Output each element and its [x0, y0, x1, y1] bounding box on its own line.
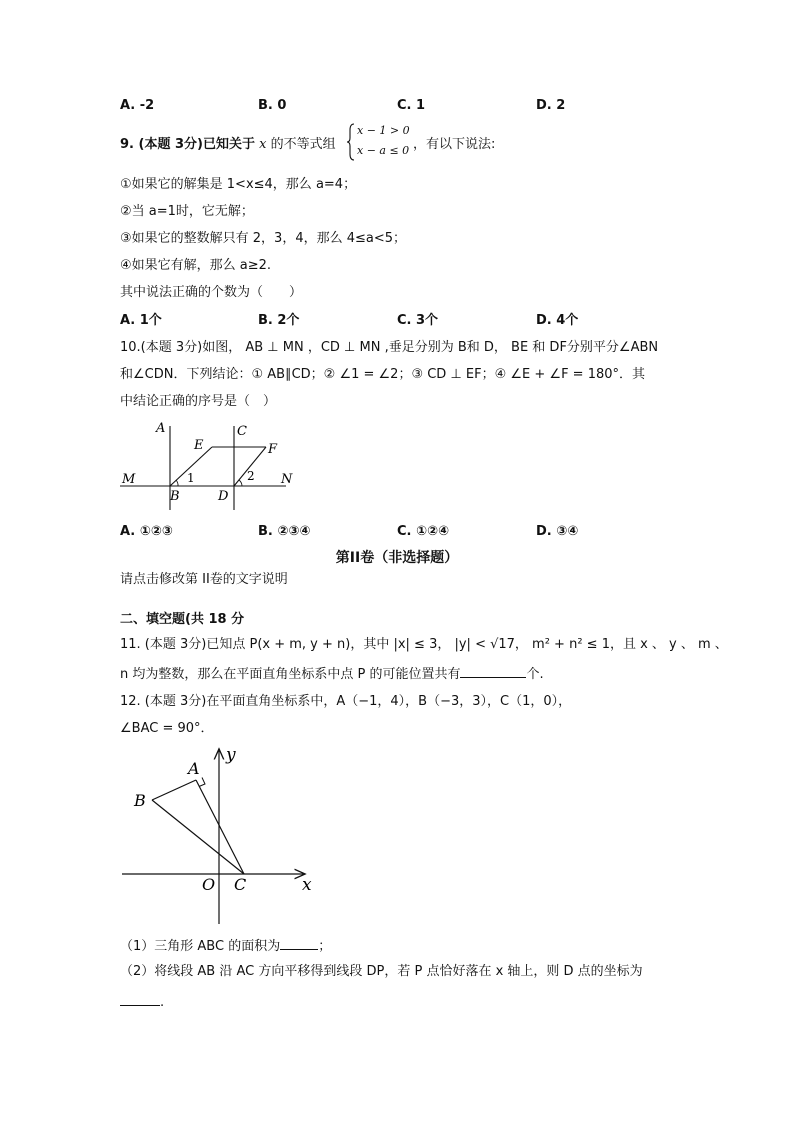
- q10-option-b: B. ②③④: [258, 524, 311, 539]
- q10-label-n: N: [281, 472, 293, 487]
- q9-prefix: 9. (本题 3分)已知关于: [120, 137, 255, 152]
- q11-answer-blank[interactable]: [460, 664, 526, 678]
- q8-option-d: D. 2: [536, 98, 566, 113]
- q12-sub-1: [120, 936, 331, 955]
- q12-label-x: x: [302, 875, 312, 895]
- q9-var: x: [259, 137, 267, 152]
- q9-suffix: ，有以下说法:: [413, 137, 496, 152]
- q12-label-a: A: [188, 759, 200, 778]
- q10-label-f: F: [268, 442, 278, 457]
- q10-label-a: A: [156, 421, 166, 436]
- q9-ineq-2: x − a ≤ 0: [357, 144, 410, 157]
- q9-option-a: A. 1个: [120, 313, 162, 328]
- q12-sub-2: （2）将线段 AB 沿 AC 方向平移得到线段 DP，若 P 点恰好落在 x 轴上，则 D 点的坐标为: [120, 964, 643, 979]
- q12-sub-1-blank[interactable]: [280, 936, 318, 950]
- q10-line-3: 中结论正确的序号是（ ）: [120, 394, 277, 409]
- q12-label-y: y: [226, 745, 236, 765]
- q12-sub-2-end: .: [160, 995, 165, 1010]
- q10-option-a: A. ①②③: [120, 524, 173, 539]
- q10-label-b: B: [170, 489, 180, 504]
- q9-inequality-system: [346, 122, 410, 162]
- q8-option-b: B. 0: [258, 98, 287, 113]
- q9-statement-3: ③如果它的整数解只有 2，3，4，那么 4≤a<5；: [120, 231, 407, 246]
- q12-label-c: C: [234, 875, 247, 894]
- q9-question: 其中说法正确的个数为（ ）: [120, 285, 303, 300]
- q10-label-angle-1: 1: [187, 471, 195, 485]
- q10-line-1: 10.(本题 3分)如图， AB ⊥ MN ，CD ⊥ MN ,垂足分别为 B和 D， BE 和 DF分别平分∠ABN: [120, 340, 659, 355]
- part2-title: 第II卷（非选择题）: [335, 550, 459, 566]
- q12-sub-2-line: [120, 992, 164, 1011]
- q12-line-2: ∠BAC = 90°．: [120, 721, 214, 736]
- q12-figure: [118, 742, 323, 928]
- q12-sub-1-end: ；: [318, 939, 332, 954]
- q9-option-c: C. 3个: [397, 313, 439, 328]
- q9-ineq-1: x − 1 > 0: [357, 124, 410, 137]
- q10-option-d: D. ③④: [536, 524, 579, 539]
- q12-sub-1-text: （1）三角形 ABC 的面积为: [120, 939, 281, 954]
- q11-line-2: [120, 664, 544, 683]
- q9-option-d: D. 4个: [536, 313, 579, 328]
- q12-sub-2-blank[interactable]: [120, 992, 160, 1006]
- part2-note: 请点击修改第 II卷的文字说明: [120, 572, 288, 587]
- q9-mid: 的不等式组: [270, 137, 336, 152]
- q9-statement-1: ①如果它的解集是 1<x≤4，那么 a=4；: [120, 177, 357, 192]
- q10-label-e: E: [194, 438, 204, 453]
- q11-line-1: 11. (本题 3分)已知点 P(x + m, y + n)，其中 |x| ≤ 3， |y| < √17， m² + n² ≤ 1，且 x 、 y 、 m 、: [120, 637, 728, 652]
- q9-statement-4: ④如果它有解，那么 a≥2.: [120, 258, 272, 273]
- q11-line-2-end: 个.: [526, 667, 544, 682]
- q8-option-c: C. 1: [397, 98, 426, 113]
- q10-line-2: 和∠CDN．下列结论：① AB∥CD；② ∠1 = ∠2；③ CD ⊥ EF；④ ∠E + ∠F = 180°．其: [120, 367, 646, 382]
- q11-line-2-text: n 均为整数，那么在平面直角坐标系中点 P 的可能位置共有: [120, 667, 461, 682]
- q12-label-o: O: [202, 875, 216, 894]
- q10-figure: [118, 418, 298, 518]
- q9-option-b: B. 2个: [258, 313, 300, 328]
- q10-option-c: C. ①②④: [397, 524, 450, 539]
- q10-label-d: D: [218, 489, 229, 504]
- q8-option-a: A. -2: [120, 98, 155, 113]
- q10-label-angle-2: 2: [247, 469, 255, 483]
- q9-stem: [120, 137, 336, 153]
- q10-label-m: M: [122, 472, 136, 487]
- section2-title: 二、填空题(共 18 分: [120, 612, 245, 627]
- q9-statement-2: ②当 a=1时，它无解；: [120, 204, 254, 219]
- brace-icon: [346, 122, 356, 162]
- q12-label-b: B: [134, 791, 146, 810]
- q10-label-c: C: [237, 424, 247, 439]
- q12-line-1: 12. (本题 3分)在平面直角坐标系中，A（−1，4），B（−3，3），C（1，0），: [120, 694, 572, 709]
